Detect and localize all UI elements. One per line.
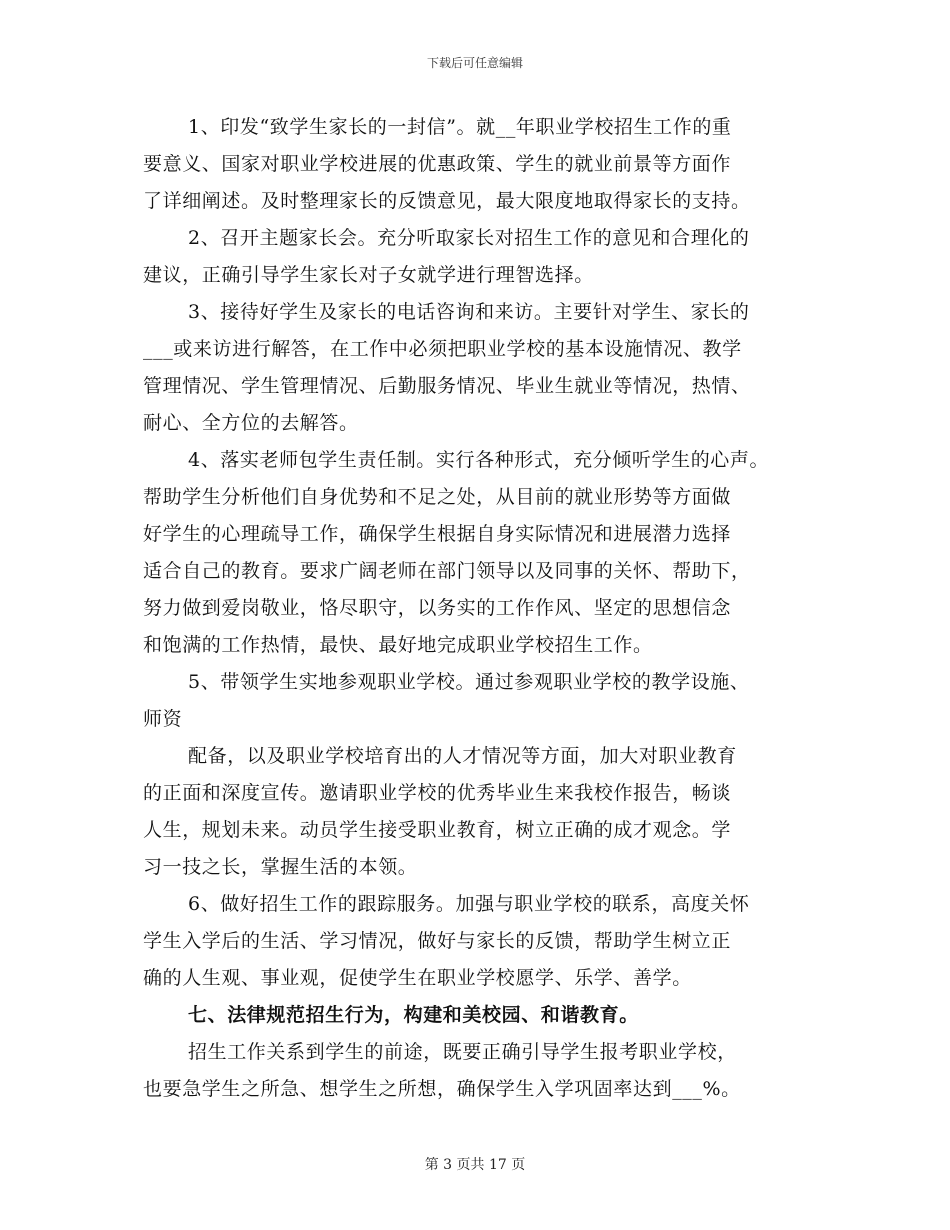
line-11: 帮助学生分析他们自身优势和不足之处，从目前的就业形势等方面做 — [143, 486, 732, 508]
line-1: 1、印发“致学生家长的一封信”。就__年职业学校招生工作的重 — [188, 116, 732, 138]
line-10: 4、落实老师包学生责任制。实行各种形式，充分倾听学生的心声。 — [188, 449, 770, 471]
line-14: 努力做到爱岗敬业，恪尽职守，以务实的工作作风、坚定的思想信念 — [143, 597, 732, 619]
line-20: 人生，规划未来。动员学生接受职业教育，树立正确的成才观念。学 — [143, 819, 732, 841]
page-header: 下载后可任意编辑 — [426, 56, 523, 70]
line-22: 6、做好招生工作的跟踪服务。加强与职业学校的联系，高度关怀 — [188, 893, 750, 915]
line-8: 管理情况、学生管理情况、后勤服务情况、毕业生就业等情况，热情、 — [143, 375, 751, 397]
line-15: 和饱满的工作热情，最快、最好地完成职业学校招生工作。 — [143, 634, 653, 656]
line-12: 好学生的心理疏导工作，确保学生根据自身实际情况和进展潜力选择 — [143, 523, 732, 545]
line-23: 学生入学后的生活、学习情况，做好与家长的反馈，帮助学生树立正 — [143, 930, 732, 952]
line-2: 要意义、国家对职业学校进展的优惠政策、学生的就业前景等方面作 — [143, 153, 732, 175]
line-21: 习一技之长，掌握生活的本领。 — [143, 856, 418, 878]
line-19: 的正面和深度宣传。邀请职业学校的优秀毕业生来我校作报告，畅谈 — [143, 782, 732, 804]
line-24: 确的人生观、事业观，促使学生在职业学校愿学、乐学、善学。 — [143, 967, 692, 989]
line-18: 配备，以及职业学校培育出的人才情况等方面，加大对职业教育 — [188, 745, 737, 767]
page-footer: 第 3 页共 17 页 — [424, 1157, 526, 1173]
line-27: 也要急学生之所急、想学生之所想，确保学生入学巩固率达到___%。 — [143, 1078, 741, 1100]
line-26: 招生工作关系到学生的前途，既要正确引导学生报考职业学校， — [188, 1041, 737, 1063]
line-7: ___或来访进行解答，在工作中必须把职业学校的基本设施情况、教学 — [143, 338, 742, 360]
line-17: 师资 — [143, 708, 183, 730]
line-9: 耐心、全方位的去解答。 — [143, 412, 359, 434]
line-13: 适合自己的教育。要求广阔老师在部门领导以及同事的关怀、帮助下， — [143, 560, 751, 582]
line-3: 了详细阐述。及时整理家长的反馈意见，最大限度地取得家长的支持。 — [143, 190, 751, 212]
line-4: 2、召开主题家长会。充分听取家长对招生工作的意见和合理化的 — [188, 227, 750, 249]
line-5: 建议，正确引导学生家长对子女就学进行理智选择。 — [143, 264, 594, 286]
section-heading: 七、法律规范招生行为，构建和美校园、和谐教育。 — [188, 1004, 639, 1026]
line-16: 5、带领学生实地参观职业学校。通过参观职业学校的教学设施、 — [188, 671, 750, 693]
line-6: 3、接待好学生及家长的电话咨询和来访。主要针对学生、家长的 — [188, 301, 750, 323]
